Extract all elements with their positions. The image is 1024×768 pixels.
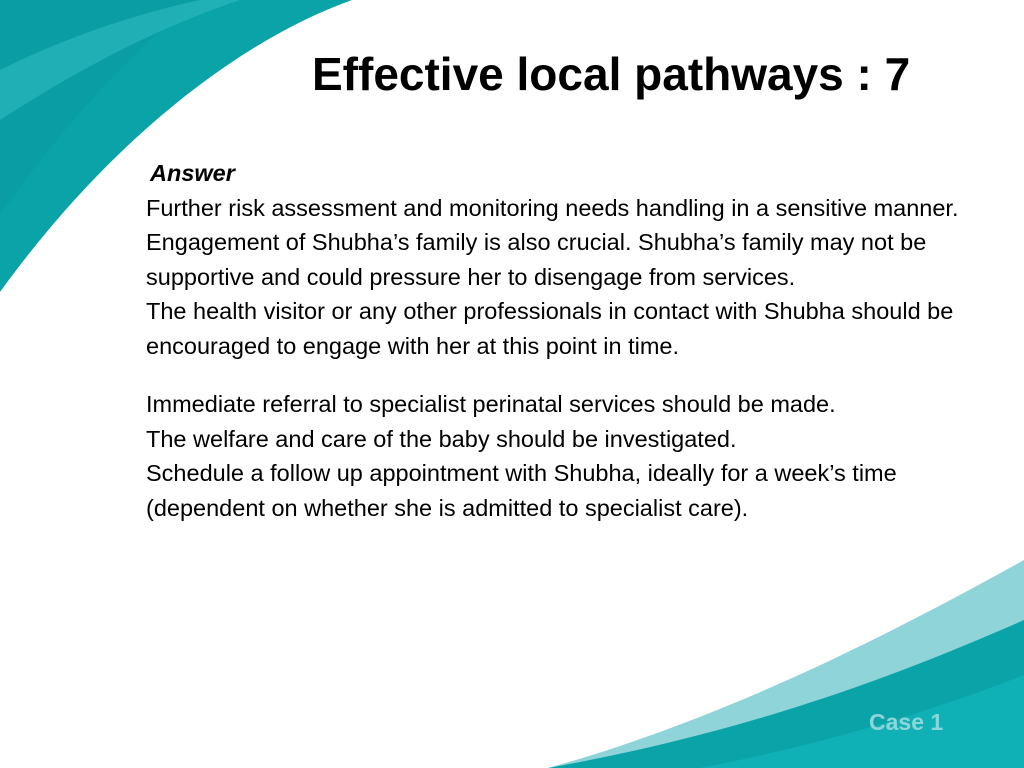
slide-title: Effective local pathways : 7 — [312, 48, 911, 100]
case-label: Case 1 — [869, 709, 944, 735]
paragraph-health-visitor: The health visitor or any other professionals in contact with Shubha should be encouraged to engage with her at this point in time. — [146, 298, 954, 359]
paragraph-risk-assessment: Further risk assessment and monitoring needs handling in a sensitive manner. Engagement of Shubha’s family is also crucial. Shubha’s family may not be supportive and could pressure her to disengage from services. — [146, 194, 959, 290]
paragraph-baby-welfare: The welfare and care of the baby should be investigated. — [146, 425, 737, 452]
answer-body — [146, 156, 1006, 525]
paragraph-follow-up: Schedule a follow up appointment with Shubha, ideally for a week’s time (dependent on whether she is admitted to specialist care). — [146, 460, 897, 521]
paragraph-referral: Immediate referral to specialist perinatal services should be made. — [146, 391, 836, 417]
answer-heading: Answer — [150, 160, 235, 186]
